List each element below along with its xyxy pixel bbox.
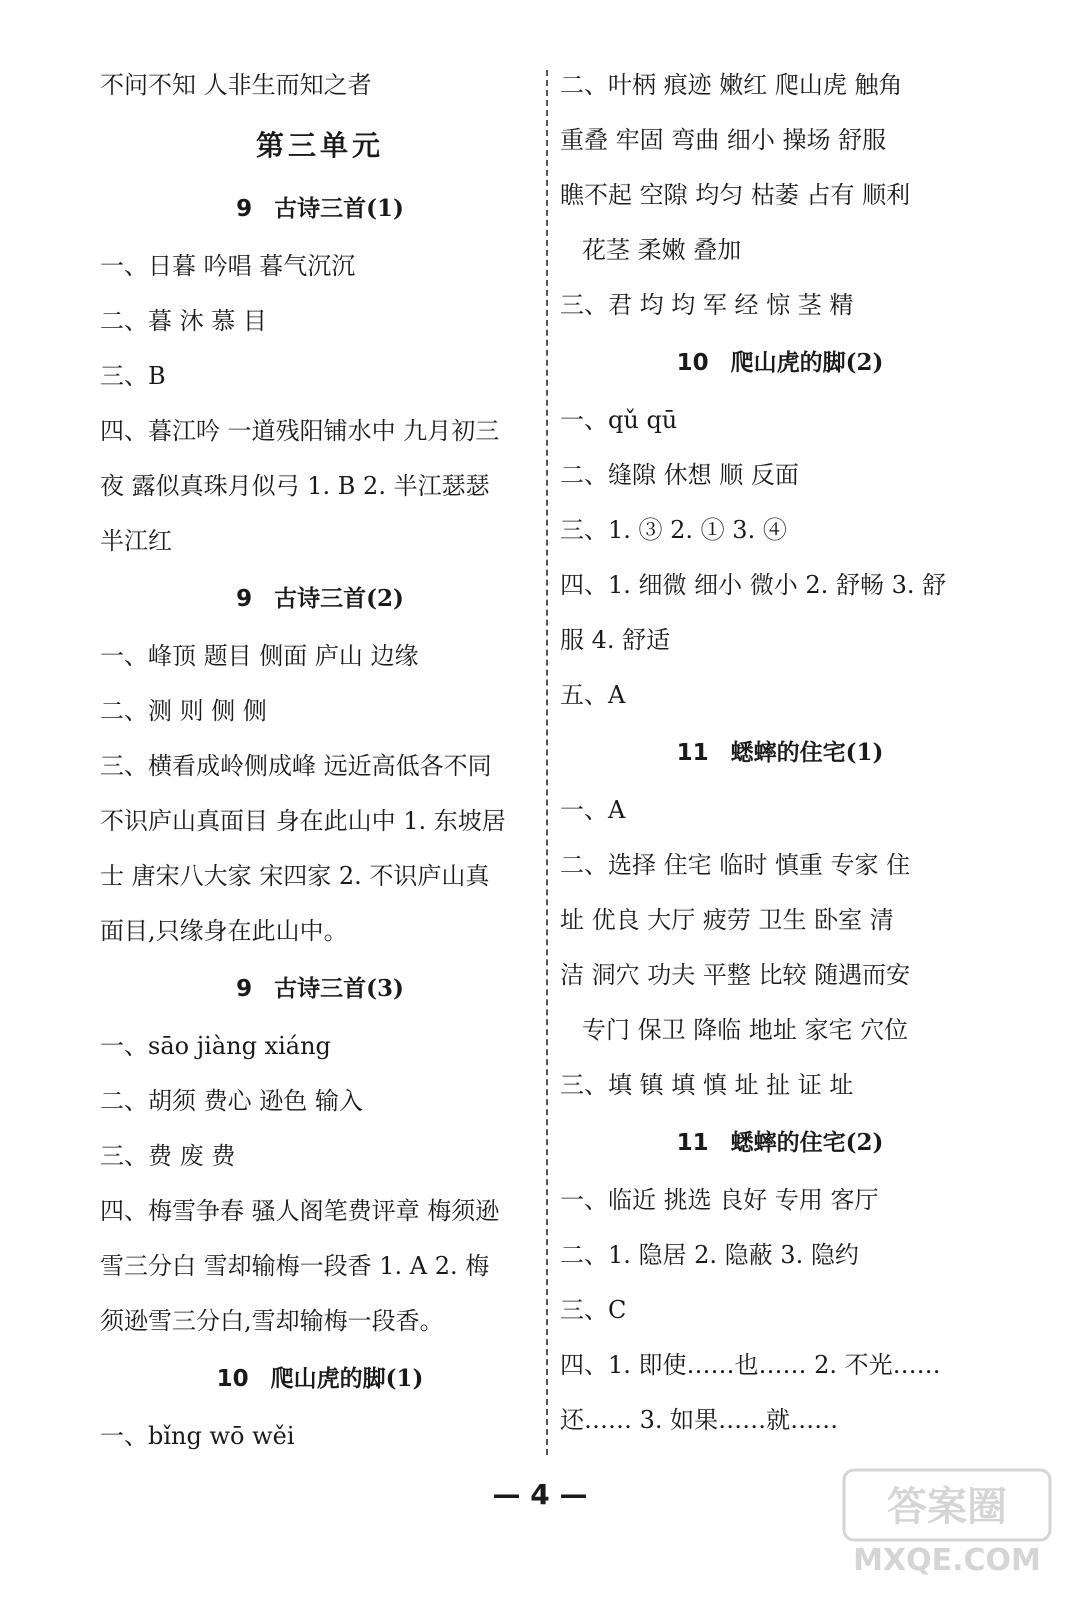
watermark-logo [842, 1468, 1052, 1578]
answer-line: 夜 露似真珠月似弓 1. B 2. 半江瑟瑟 [100, 472, 490, 500]
lesson-heading [100, 179, 540, 239]
answer-line: 二、叶柄 痕迹 嫩红 爬山虎 触角 [560, 71, 903, 99]
lesson-title: 爬山虎的脚(1) [270, 1365, 424, 1392]
answer-line: 二、选择 住宅 临时 慎重 专家 住 [560, 851, 911, 879]
answer-line: 一、bǐng wō wěi [100, 1422, 295, 1450]
answer-line: 二、1. 隐居 2. 隐蔽 3. 隐约 [560, 1241, 859, 1269]
answer-line: 三、费 废 费 [100, 1142, 236, 1170]
watermark-sub-text: MXQE.COM [853, 1543, 1041, 1578]
answer-line: 二、胡须 费心 逊色 输入 [100, 1087, 363, 1115]
answer-line: 一、临近 挑选 良好 专用 客厅 [560, 1186, 879, 1214]
unit-title: 第三单元 [255, 129, 384, 162]
answer-line: 三、B [100, 362, 166, 390]
lesson-number: 11 [676, 1130, 709, 1156]
answer-line: 须逊雪三分白,雪却输梅一段香。 [100, 1307, 444, 1335]
answer-line: 二、暮 沐 慕 目 [100, 307, 267, 335]
answer-line: 还…… 3. 如果……就…… [560, 1406, 839, 1434]
lesson-number: 10 [216, 1366, 249, 1392]
answer-line: 三、君 均 均 军 经 惊 茎 精 [560, 291, 854, 319]
lesson-number: 10 [676, 350, 709, 376]
answer-line: 址 优良 大厅 疲劳 卫生 卧室 清 [560, 906, 894, 934]
lesson-title: 蟋蟀的住宅(1) [730, 739, 884, 766]
answer-line: 面目,只缘身在此山中。 [100, 917, 348, 945]
left-column [100, 58, 540, 1464]
lesson-number: 9 [236, 586, 253, 612]
lesson-number: 9 [236, 196, 253, 222]
answer-line: 一、sāo jiàng xiáng [100, 1032, 331, 1060]
answer-line: 不识庐山真面目 身在此山中 1. 东坡居 [100, 807, 506, 835]
answer-line: 雪三分白 雪却输梅一段香 1. A 2. 梅 [100, 1252, 490, 1280]
answer-line: 三、C [560, 1296, 627, 1324]
answer-line: 一、峰顶 题目 侧面 庐山 边缘 [100, 642, 419, 670]
answer-line: 重叠 牢固 弯曲 细小 操场 舒服 [560, 126, 887, 154]
answer-line: 一、A [560, 796, 626, 824]
lesson-heading [560, 333, 1000, 393]
answer-line: 一、日暮 吟唱 暮气沉沉 [100, 252, 356, 280]
answer-line: 士 唐宋八大家 宋四家 2. 不识庐山真 [100, 862, 490, 890]
lesson-title: 爬山虎的脚(2) [730, 349, 884, 376]
answer-line: 洁 洞穴 功夫 平整 比较 随遇而安 [560, 961, 911, 989]
lesson-title: 古诗三首(3) [274, 975, 404, 1002]
answer-line: 五、A [560, 681, 626, 709]
lesson-title: 古诗三首(2) [274, 585, 404, 612]
answer-line: 三、1. ③ 2. ① 3. ④ [560, 516, 787, 544]
answer-line: 服 4. 舒适 [560, 626, 671, 654]
lesson-heading [100, 1349, 540, 1409]
answer-line: 三、横看成岭侧成峰 远近高低各不同 [100, 752, 492, 780]
lesson-heading [100, 959, 540, 1019]
answer-line: 四、1. 即使……也…… 2. 不光…… [560, 1351, 941, 1379]
answer-line: 四、梅雪争春 骚人阁笔费评章 梅须逊 [100, 1197, 500, 1225]
answer-line: 三、填 镇 填 慎 址 扯 证 址 [560, 1071, 854, 1099]
answer-line: 花茎 柔嫩 叠加 [582, 236, 742, 264]
lesson-title: 古诗三首(1) [274, 195, 404, 222]
answer-line: 二、测 则 侧 侧 [100, 697, 267, 725]
lesson-number: 9 [236, 976, 253, 1002]
lesson-title: 蟋蟀的住宅(2) [730, 1129, 884, 1156]
answer-line: 半江红 [100, 527, 172, 555]
answer-line: 四、暮江吟 一道残阳铺水中 九月初三 [100, 417, 500, 445]
right-column [560, 58, 1000, 1448]
answer-line: 不问不知 人非生而知之者 [100, 71, 372, 99]
answer-line: 四、1. 细微 细小 微小 2. 舒畅 3. 舒 [560, 571, 947, 599]
lesson-heading [560, 1113, 1000, 1173]
answer-line: 一、qǔ qū [560, 406, 678, 434]
column-divider [546, 70, 548, 1455]
answer-line: 二、缝隙 休想 顺 反面 [560, 461, 799, 489]
lesson-number: 11 [676, 740, 709, 766]
lesson-heading [100, 569, 540, 629]
page-number: — 4 — [492, 1478, 588, 1511]
watermark-main-text: 答案圈 [887, 1484, 1007, 1530]
answer-line: 瞧不起 空隙 均匀 枯萎 占有 顺利 [560, 181, 911, 209]
answer-line: 专门 保卫 降临 地址 家宅 穴位 [582, 1016, 909, 1044]
lesson-heading [560, 723, 1000, 783]
